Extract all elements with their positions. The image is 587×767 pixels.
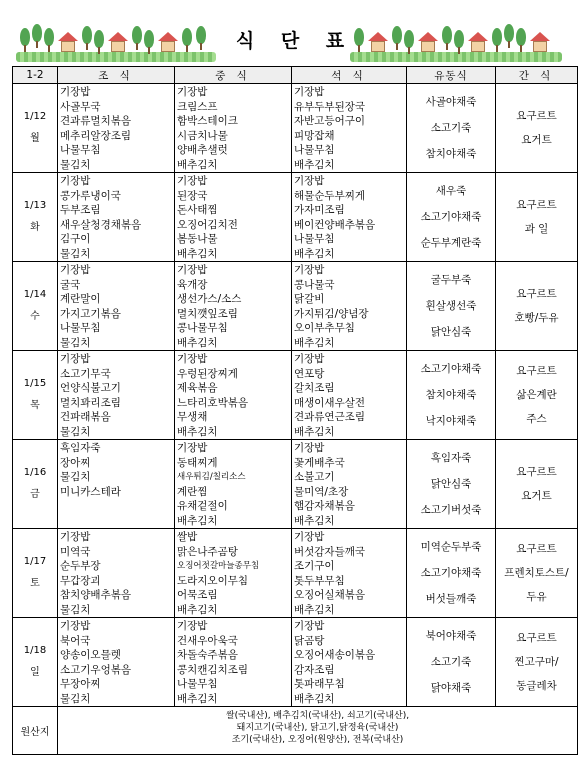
breakfast-item: 굴국 [60,278,81,291]
lunch-item: 건새우아욱국 [177,634,238,647]
lunch-item: 시금치나물 [177,129,228,142]
lunch-item: 동태찌게 [177,456,218,469]
lunch-item: 배추김치 [177,247,218,260]
lunch-item: 차돌숙주볶음 [177,649,238,661]
dinner-item: 햄감자채볶음 [294,500,355,512]
liquid-item: 미역순두부죽 [420,541,482,553]
snack-item: 요구르트 [516,466,557,478]
tree-icon [392,26,402,50]
snack-item: 주스 [526,413,547,425]
lunch-item: 우렁된장찌게 [177,367,238,380]
day-cell [13,529,58,618]
dinner-item: 배추김치 [294,336,335,349]
snack-cell [496,440,578,529]
breakfast-item: 기장밥 [60,264,91,276]
dinner-item: 꽃게배추국 [294,456,345,469]
liquid-item: 흑임자죽 [430,452,472,464]
breakfast-item: 기장밥 [60,86,91,98]
col-header-lunch: 중 식 [175,67,292,84]
dinner-item: 기장밥 [294,175,325,187]
tree-icon [20,28,30,52]
liquid-item: 참치야채죽 [425,148,477,160]
liquid-cell [407,440,496,529]
dinner-cell [292,440,407,529]
tree-icon [492,28,502,52]
dinner-item: 나물무침 [294,233,335,245]
dinner-item: 갈치조림 [294,382,335,394]
dinner-cell [292,84,407,173]
snack-cell [496,262,578,351]
dinner-item: 연포탕 [294,367,325,380]
liquid-cell [407,529,496,618]
dinner-item: 오이부추무침 [294,322,355,334]
dinner-item: 기장밥 [294,353,325,365]
liquid-item: 닭야채죽 [430,682,472,694]
breakfast-item: 나물무침 [60,322,101,334]
tree-icon [32,24,42,48]
breakfast-item: 물김치 [60,247,91,260]
dinner-item: 배추김치 [294,158,335,171]
lunch-item: 기장밥 [177,353,208,365]
breakfast-cell [58,262,175,351]
breakfast-cell [58,351,175,440]
day-weekday: 일 [30,667,40,678]
dinner-cell [292,351,407,440]
dinner-item: 조기구이 [294,560,335,572]
day-row [13,351,578,440]
lunch-item: 기장밥 [177,86,208,98]
breakfast-item: 기장밥 [60,353,91,365]
liquid-item: 흰살생선죽 [425,300,477,312]
breakfast-item: 메추리알장조림 [60,129,132,142]
breakfast-item: 장아찌 [60,456,91,469]
dinner-item: 피망잡채 [294,129,335,142]
liquid-cell [407,173,496,262]
lunch-item: 도라지오이무침 [177,574,249,587]
tree-icon [132,26,142,50]
breakfast-item: 계란말이 [60,293,101,305]
snack-item: 프렌치토스트/ [504,567,569,579]
house-icon [108,32,128,52]
meal-plan-table [12,66,578,755]
snack-item: 동글레차 [516,680,557,692]
day-date: 1/13 [23,200,47,211]
dinner-item: 기장밥 [294,620,325,632]
day-cell [13,618,58,707]
lunch-item: 육개장 [177,278,208,291]
snack-item: 요구르트 [516,365,557,377]
dinner-item: 톳파래무침 [294,678,345,690]
breakfast-item: 기장밥 [60,620,91,632]
lunch-item: 계란찜 [177,485,208,498]
breakfast-item: 건파래볶음 [60,411,111,423]
col-header-dinner: 석 식 [292,67,407,84]
breakfast-item: 멸치꽈리조림 [60,396,121,409]
dinner-item: 닭곰탕 [294,634,325,647]
breakfast-item: 견과류멸치볶음 [60,115,132,127]
breakfast-item: 미니카스테라 [60,485,121,498]
dinner-item: 기장밥 [294,264,325,276]
lunch-item: 함박스테이크 [177,115,238,127]
snack-item: 요거트 [521,134,552,146]
breakfast-cell [58,84,175,173]
lunch-item: 멸치깻잎조림 [177,307,238,320]
origin-label: 원산지 [13,707,58,755]
breakfast-cell [58,173,175,262]
tree-icon [454,30,464,54]
lunch-item: 생선가스/소스 [177,293,242,305]
dinner-item: 배추김치 [294,425,335,438]
lunch-item: 배추김치 [177,514,218,527]
breakfast-item: 기장밥 [60,175,91,187]
snack-item: 호빵/두유 [514,312,559,324]
breakfast-item: 물김치 [60,692,91,705]
table-header-row [13,67,578,84]
snack-cell [496,84,578,173]
lunch-cell [175,529,292,618]
liquid-item: 소고기죽 [430,656,472,668]
day-weekday: 금 [30,489,40,500]
liquid-item: 소고기야채죽 [420,567,482,579]
col-header-snack: 간 식 [496,67,578,84]
breakfast-item: 기장밥 [60,531,91,543]
lunch-item: 느타리호박볶음 [177,396,249,409]
day-weekday: 토 [30,578,40,589]
day-cell [13,262,58,351]
dinner-item: 버섯감자들깨국 [294,545,366,558]
day-date: 1/17 [23,556,47,567]
breakfast-item: 흑임자죽 [60,442,101,454]
breakfast-item: 콩가루냉이국 [60,189,121,202]
breakfast-cell [58,529,175,618]
tree-icon [94,30,104,54]
dinner-item: 배추김치 [294,692,335,705]
lunch-item: 기장밥 [177,264,208,276]
dinner-item: 오징어새송이볶음 [294,649,376,661]
dinner-item: 감자조림 [294,663,335,676]
snack-item: 요구르트 [516,632,557,644]
lunch-item: 나물무침 [177,678,218,690]
grass-decoration-left [16,52,216,62]
breakfast-item: 미역국 [60,545,91,558]
tree-icon [182,28,192,52]
dinner-item: 베이컨양배추볶음 [294,218,376,231]
snack-item: 요구르트 [516,110,557,122]
liquid-item: 사골야채죽 [425,96,477,108]
liquid-item: 낙지야채죽 [425,415,477,427]
page-header [0,0,587,64]
dinner-cell [292,529,407,618]
lunch-item: 콩치캔김치조림 [177,663,249,676]
dinner-item: 물미역/초장 [294,485,349,498]
dinner-item: 배추김치 [294,603,335,616]
liquid-item: 소고기버섯죽 [420,504,482,516]
lunch-item: 배추김치 [177,603,218,616]
day-cell [13,440,58,529]
breakfast-cell [58,440,175,529]
day-row [13,618,578,707]
breakfast-item: 언양식불고기 [60,382,121,394]
snack-item: 찐고구마/ [514,656,559,668]
breakfast-item: 소고기우엉볶음 [60,663,132,676]
snack-item: 두유 [526,591,547,603]
breakfast-item: 김구이 [60,233,91,245]
tree-icon [504,24,514,48]
lunch-cell [175,84,292,173]
lunch-item: 기장밥 [177,442,208,454]
breakfast-item: 나물무침 [60,144,101,156]
snack-item: 요구르트 [516,199,557,211]
day-cell [13,351,58,440]
lunch-cell [175,351,292,440]
breakfast-item: 무장아찌 [60,678,101,690]
lunch-item: 오징어김치전 [177,218,238,231]
lunch-item: 새우튀김/칠리소스 [177,472,246,482]
house-icon [158,32,178,52]
house-icon [58,32,78,52]
lunch-item: 쌀밥 [177,531,198,543]
snack-cell [496,529,578,618]
lunch-item: 오징어젓갈마늘종무침 [177,561,260,571]
lunch-item: 기장밥 [177,620,208,632]
breakfast-item: 참치양배추볶음 [60,589,132,601]
snack-item: 요거트 [521,490,552,502]
house-icon [468,32,488,52]
liquid-item: 소고기야채죽 [420,363,482,375]
breakfast-item: 소고기무국 [60,367,111,380]
lunch-item: 기장밥 [177,175,208,187]
dinner-item: 콩나물국 [294,278,335,291]
liquid-item: 순두부계란죽 [420,237,482,249]
dinner-item: 기장밥 [294,442,325,454]
house-icon [368,32,388,52]
liquid-item: 닭안심죽 [430,478,472,490]
dinner-item: 기장밥 [294,86,325,98]
lunch-cell [175,440,292,529]
house-icon [418,32,438,52]
dinner-item: 배추김치 [294,247,335,260]
tree-icon [82,26,92,50]
day-weekday: 화 [30,222,40,233]
tree-icon [404,30,414,54]
dinner-item: 해물순두부찌게 [294,189,366,202]
liquid-cell [407,351,496,440]
lunch-item: 유채겉절이 [177,500,228,512]
day-row [13,529,578,618]
day-date: 1/16 [23,467,47,478]
snack-cell [496,173,578,262]
breakfast-item: 가지고기볶음 [60,307,121,320]
snack-cell [496,618,578,707]
lunch-cell [175,262,292,351]
dinner-item: 배추김치 [294,514,335,527]
day-cell [13,84,58,173]
tree-icon [354,28,364,52]
liquid-item: 버섯들깨죽 [425,593,477,605]
liquid-item: 닭안심죽 [430,326,472,338]
breakfast-item: 새우살청경채볶음 [60,218,142,231]
lunch-item: 무생채 [177,411,208,423]
dinner-item: 닭갈비 [294,293,325,305]
day-date: 1/14 [23,289,47,300]
breakfast-item: 두부조림 [60,204,101,216]
origin-info [58,707,578,755]
day-row [13,440,578,529]
lunch-cell [175,173,292,262]
dinner-item: 오징어실채볶음 [294,589,366,601]
day-date: 1/12 [23,111,47,122]
dinner-item: 가자미조림 [294,204,345,216]
dinner-cell [292,173,407,262]
lunch-item: 콩나물무침 [177,322,228,334]
breakfast-item: 물김치 [60,336,91,349]
breakfast-item: 물김치 [60,425,91,438]
tree-icon [516,28,526,52]
dinner-item: 유부두부된장국 [294,100,366,113]
origin-line: 쌀(국내산), 배추김치(국내산), 쇠고기(국내산), [225,711,410,721]
snack-item: 요구르트 [516,543,557,555]
day-row [13,173,578,262]
breakfast-item: 물김치 [60,603,91,616]
breakfast-item: 양송이오믈렛 [60,649,121,661]
dinner-item: 기장밥 [294,531,325,543]
origin-line: 조기(국내산), 오징어(원양산), 전복(국내산) [231,735,404,745]
dinner-item: 자반고등어구이 [294,115,366,127]
snack-item: 과 일 [524,223,549,235]
lunch-item: 제육볶음 [177,382,218,394]
day-weekday: 수 [30,311,40,322]
day-weekday: 월 [30,133,40,144]
breakfast-item: 순두부장 [60,560,101,572]
lunch-item: 맑은나주곰탕 [177,545,238,558]
liquid-cell [407,618,496,707]
dinner-item: 매생이새우살전 [294,396,366,409]
tree-icon [144,30,154,54]
lunch-item: 배추김치 [177,692,218,705]
dinner-item: 나물무침 [294,144,335,156]
lunch-item: 된장국 [177,189,208,202]
day-weekday: 목 [30,400,40,411]
liquid-cell [407,84,496,173]
tree-icon [44,28,54,52]
day-row [13,262,578,351]
origin-row [13,707,578,755]
lunch-item: 배추김치 [177,336,218,349]
liquid-item: 굴두부죽 [430,274,472,286]
lunch-item: 크림스프 [177,100,218,113]
breakfast-item: 무갑장괴 [60,574,101,587]
page-title: 식 단 표 [235,30,355,52]
dinner-cell [292,262,407,351]
col-header-liquid-diet: 유동식 [407,67,496,84]
liquid-item: 새우죽 [435,185,467,197]
week-label: 1-2 [13,67,58,84]
lunch-item: 배추김치 [177,425,218,438]
lunch-item: 봄동나물 [177,233,218,245]
liquid-item: 참치야채죽 [425,389,477,401]
lunch-item: 돈사태찜 [177,204,218,216]
liquid-item: 소고기야채죽 [420,211,482,223]
col-header-breakfast: 조 식 [58,67,175,84]
lunch-cell [175,618,292,707]
snack-cell [496,351,578,440]
dinner-item: 톳두부무침 [294,574,345,587]
dinner-item: 소불고기 [294,471,335,483]
liquid-cell [407,262,496,351]
dinner-item: 가지튀김/양념장 [294,307,369,320]
tree-icon [196,26,206,50]
day-date: 1/18 [23,645,47,656]
house-icon [530,32,550,52]
dinner-item: 견과류연근조림 [294,411,366,423]
dinner-cell [292,618,407,707]
breakfast-cell [58,618,175,707]
day-cell [13,173,58,262]
tree-icon [442,26,452,50]
breakfast-item: 물김치 [60,471,91,483]
breakfast-item: 사골무국 [60,100,101,113]
snack-item: 삶은계란 [516,389,557,401]
origin-line: 돼지고기(국내산), 닭고기,닭정육(국내산) [236,723,399,733]
lunch-item: 어묵조림 [177,589,218,601]
breakfast-item: 물김치 [60,158,91,171]
snack-item: 요구르트 [516,288,557,300]
lunch-item: 배추김치 [177,158,218,171]
liquid-item: 북어야채죽 [425,630,477,642]
liquid-item: 소고기죽 [430,122,472,134]
day-row [13,84,578,173]
breakfast-item: 북어국 [60,634,91,647]
day-date: 1/15 [23,378,47,389]
lunch-item: 양배추샐럿 [177,144,228,156]
